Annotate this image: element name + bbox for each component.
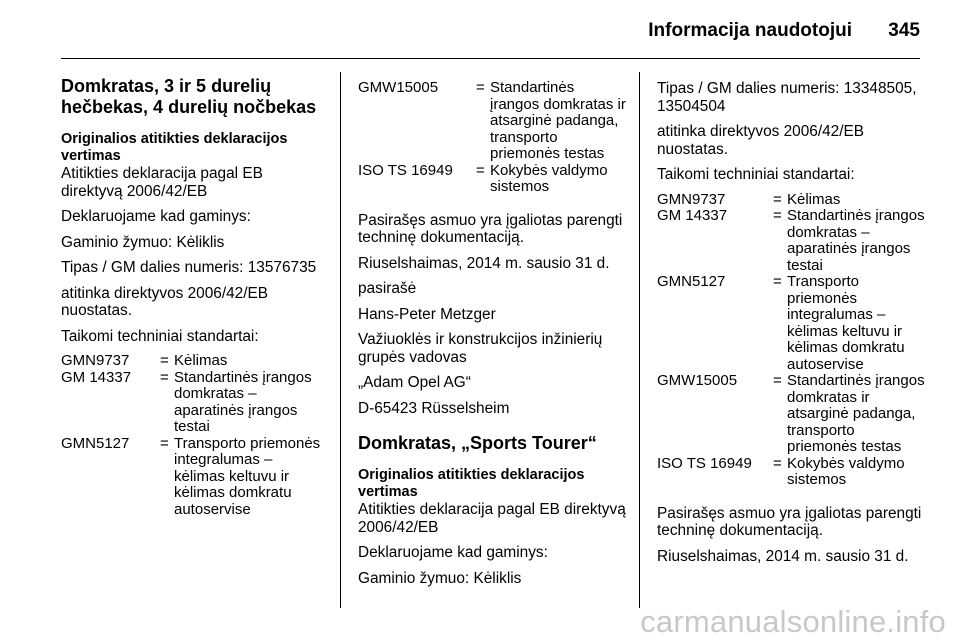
- column-divider-2: [639, 72, 640, 608]
- standards-row: [61, 353, 323, 370]
- standard-code: ISO TS 16949: [358, 161, 453, 179]
- equals-sign: =: [160, 368, 169, 386]
- paragraph: Taikomi techniniai standartai:: [61, 327, 259, 345]
- paragraph: Gaminio žymuo: Kėliklis: [61, 233, 225, 251]
- paragraph: Gaminio žymuo: Kėliklis: [358, 569, 522, 587]
- equals-sign: =: [773, 454, 782, 472]
- standard-code: GM 14337: [61, 368, 132, 386]
- paragraph: Deklaruojame kad gaminys:: [358, 544, 548, 561]
- paragraph-date: Riuselshaimas, 2014 m. sausio 31 d.: [657, 547, 909, 565]
- header-rule: [61, 58, 920, 59]
- standard-code: GMN5127: [61, 434, 130, 452]
- signatory-name: Hans-Peter Metzger: [358, 305, 496, 323]
- paragraph: Pasirašęs asmuo yra įgaliotas parengti techninę dokumentaciją.: [657, 504, 922, 539]
- equals-sign: =: [773, 273, 782, 290]
- standard-description: Transporto priemonės integralumas – kėlimas keltuvu ir kėlimas domkratu autoservise: [174, 434, 321, 518]
- standards-row: [657, 208, 927, 274]
- equals-sign: =: [773, 190, 782, 208]
- standard-code: GMN9737: [657, 190, 726, 208]
- standard-code: GMN9737: [61, 352, 130, 369]
- standard-description: Kėlimas: [174, 352, 228, 369]
- paragraph: atitinka direktyvos 2006/42/EB nuostatas.: [657, 123, 865, 158]
- standard-description: Standartinės įrangos domkratas – aparatinės įrangos testai: [174, 368, 312, 435]
- paragraph: Atitikties deklaracija pagal EB direktyvą 2006/42/EB: [358, 501, 626, 536]
- column-divider-1: [340, 72, 341, 608]
- standard-code: ISO TS 16949: [657, 454, 752, 472]
- standard-description: Kokybės valdymo sistemos: [490, 161, 608, 195]
- paragraph: atitinka direktyvos 2006/42/EB nuostatas.: [61, 284, 269, 319]
- standards-row: [657, 192, 927, 209]
- section-heading-sports-tourer: Domkratas, „Sports Tourer“: [358, 433, 597, 453]
- standards-row: [61, 370, 323, 436]
- standard-description: Kėlimas: [787, 190, 841, 208]
- equals-sign: =: [476, 161, 485, 179]
- standards-row: [358, 163, 626, 196]
- column-1: [61, 76, 323, 534]
- paragraph-date: Riuselshaimas, 2014 m. sausio 31 d.: [358, 254, 610, 272]
- equals-sign: =: [160, 434, 169, 452]
- paragraph: pasirašė: [358, 280, 417, 297]
- standard-code: GMW15005: [358, 79, 439, 96]
- standard-description: Standartinės įrangos domkratas ir atsarginė padanga, transporto priemonės testas: [490, 79, 626, 162]
- page-number: 345: [888, 20, 920, 41]
- signatory-title: Važiuoklės ir konstrukcijos inžinierių grupės vadovas: [358, 331, 603, 366]
- column-3: [657, 80, 927, 573]
- paragraph-part-number: Tipas / GM dalies numeris: 13576735: [61, 259, 317, 276]
- standards-table: [61, 353, 323, 518]
- standards-row: [657, 373, 927, 456]
- standard-description: Standartinės įrangos domkratas ir atsarginė padanga, transporto priemonės testas: [787, 372, 925, 455]
- company-address: D-65423 Rüsselsheim: [358, 399, 510, 417]
- standards-table: [657, 192, 927, 489]
- paragraph: Atitikties deklaracija pagal EB direktyvą 2006/42/EB: [61, 165, 263, 200]
- standards-row: [61, 436, 323, 519]
- standards-row: [358, 80, 626, 163]
- paragraph: Deklaruojame kad gaminys:: [61, 208, 251, 225]
- section-heading-hatchback: Domkratas, 3 ir 5 durelių hečbekas, 4 durelių nočbekas: [61, 76, 317, 117]
- subheading-translation: Originalios atitikties deklaracijos vertimas: [61, 131, 288, 164]
- paragraph-part-number: Tipas / GM dalies numeris: 13348505, 13504504: [657, 80, 917, 115]
- paragraph: Pasirašęs asmuo yra įgaliotas parengti techninę dokumentaciją.: [358, 211, 623, 246]
- standard-description: Kokybės valdymo sistemos: [787, 454, 905, 488]
- standards-table: [358, 80, 626, 196]
- site-watermark: carmanualsonline.info: [640, 604, 946, 639]
- company-name: „Adam Opel AG“: [358, 374, 471, 391]
- subheading-translation: Originalios atitikties deklaracijos vertimas: [358, 467, 585, 500]
- equals-sign: =: [476, 79, 485, 96]
- standard-code: GMW15005: [657, 372, 738, 389]
- standards-row: [657, 274, 927, 373]
- equals-sign: =: [160, 352, 169, 369]
- standard-description: Transporto priemonės integralumas – kėlimas keltuvu ir kėlimas domkratu autoservise: [787, 273, 905, 373]
- standard-code: GMN5127: [657, 273, 726, 290]
- standards-row: [657, 456, 927, 489]
- standard-description: Standartinės įrangos domkratas – aparatinės įrangos testai: [787, 207, 925, 274]
- page-header-title: Informacija naudotojui: [648, 20, 852, 41]
- equals-sign: =: [773, 207, 782, 224]
- equals-sign: =: [773, 372, 782, 389]
- column-2: [358, 80, 626, 595]
- standard-code: GM 14337: [657, 207, 728, 224]
- paragraph: Taikomi techniniai standartai:: [657, 166, 855, 183]
